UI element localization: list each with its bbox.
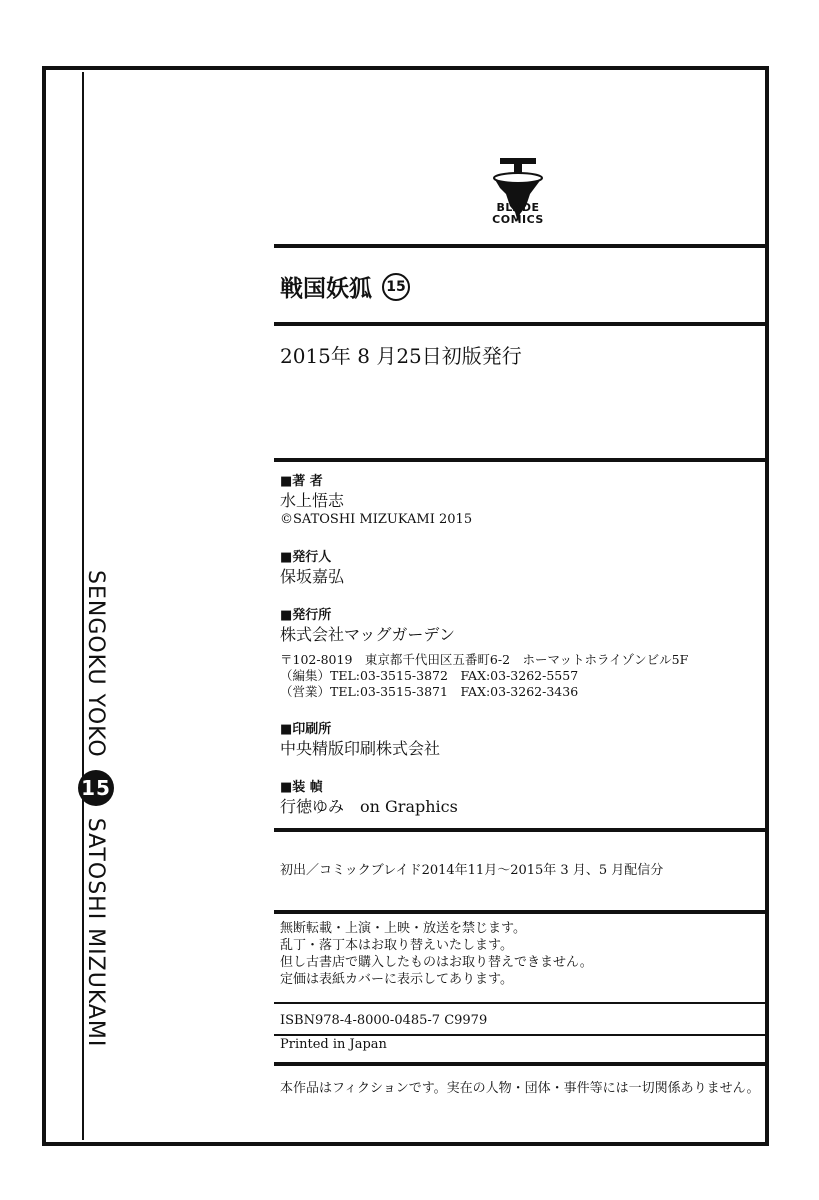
spine-title: SENGOKU YOKO	[83, 570, 109, 758]
author-section	[280, 472, 472, 529]
design-section	[280, 778, 458, 816]
notice-item: 但し古書店で購入したものはお取り替えできません。	[280, 955, 593, 970]
printed-in: Printed in Japan	[280, 1037, 387, 1052]
notice-item: 乱丁・落丁本はお取り替えいたします。	[280, 938, 513, 953]
author-label: ■著 者	[280, 474, 323, 489]
fiction-note: 本作品はフィクションです。実在の人物・団体・事件等には一切関係ありません。	[280, 1081, 760, 1096]
publisher-section	[280, 606, 688, 700]
spine-author: SATOSHI MIZUKAMI	[83, 817, 109, 1048]
publisher-editorial: （編集）TEL:03-3515-3872 FAX:03-3262-5557	[280, 668, 579, 683]
author-name: 水上悟志	[280, 491, 345, 510]
printer-name: 中央精版印刷株式会社	[280, 739, 441, 758]
printer-label: ■印刷所	[280, 722, 332, 737]
spine-volume-badge: 15	[78, 770, 114, 806]
publisher-address: 〒102-8019 東京都千代田区五番町6-2 ホーマットホライゾンビル5F	[280, 652, 689, 667]
divider	[274, 910, 769, 914]
design-label: ■装 幀	[280, 780, 323, 795]
copyright: ©SATOSHI MIZUKAMI 2015	[280, 512, 473, 527]
publisher-person-label: ■発行人	[280, 550, 332, 565]
first-appearance: 初出／コミックブレイド2014年11月～2015年 3 月、5 月配信分	[280, 863, 664, 878]
book-title	[280, 270, 410, 303]
publication-date: 2015年 8 月25日初版発行	[280, 344, 522, 368]
logo-line-2: COMICS	[492, 213, 544, 226]
logo-line-1: BLADE	[496, 201, 540, 214]
publisher-sales: （営業）TEL:03-3515-3871 FAX:03-3262-3436	[280, 684, 579, 699]
divider	[274, 1062, 769, 1066]
divider	[274, 244, 769, 248]
publisher-label: ■発行所	[280, 608, 332, 623]
publisher-person-name: 保坂嘉弘	[280, 567, 345, 586]
divider	[274, 1002, 769, 1004]
book-volume-badge: 15	[382, 273, 410, 301]
isbn: ISBN978-4-8000-0485-7 C9979	[280, 1013, 488, 1028]
design-name: 行徳ゆみ on Graphics	[280, 797, 458, 816]
notices	[280, 920, 593, 988]
divider	[274, 458, 769, 462]
printer-section	[280, 720, 440, 758]
book-title-text: 戦国妖狐	[280, 276, 372, 302]
notice-item: 無断転載・上演・上映・放送を禁じます。	[280, 921, 526, 936]
publisher-name: 株式会社マッグガーデン	[280, 625, 456, 644]
divider	[274, 828, 769, 832]
notice-item: 定価は表紙カバーに表示してあります。	[280, 972, 513, 987]
divider	[274, 322, 769, 326]
publisher-person-section	[280, 548, 344, 586]
logo-text	[470, 202, 566, 226]
spine-text	[69, 570, 123, 1130]
